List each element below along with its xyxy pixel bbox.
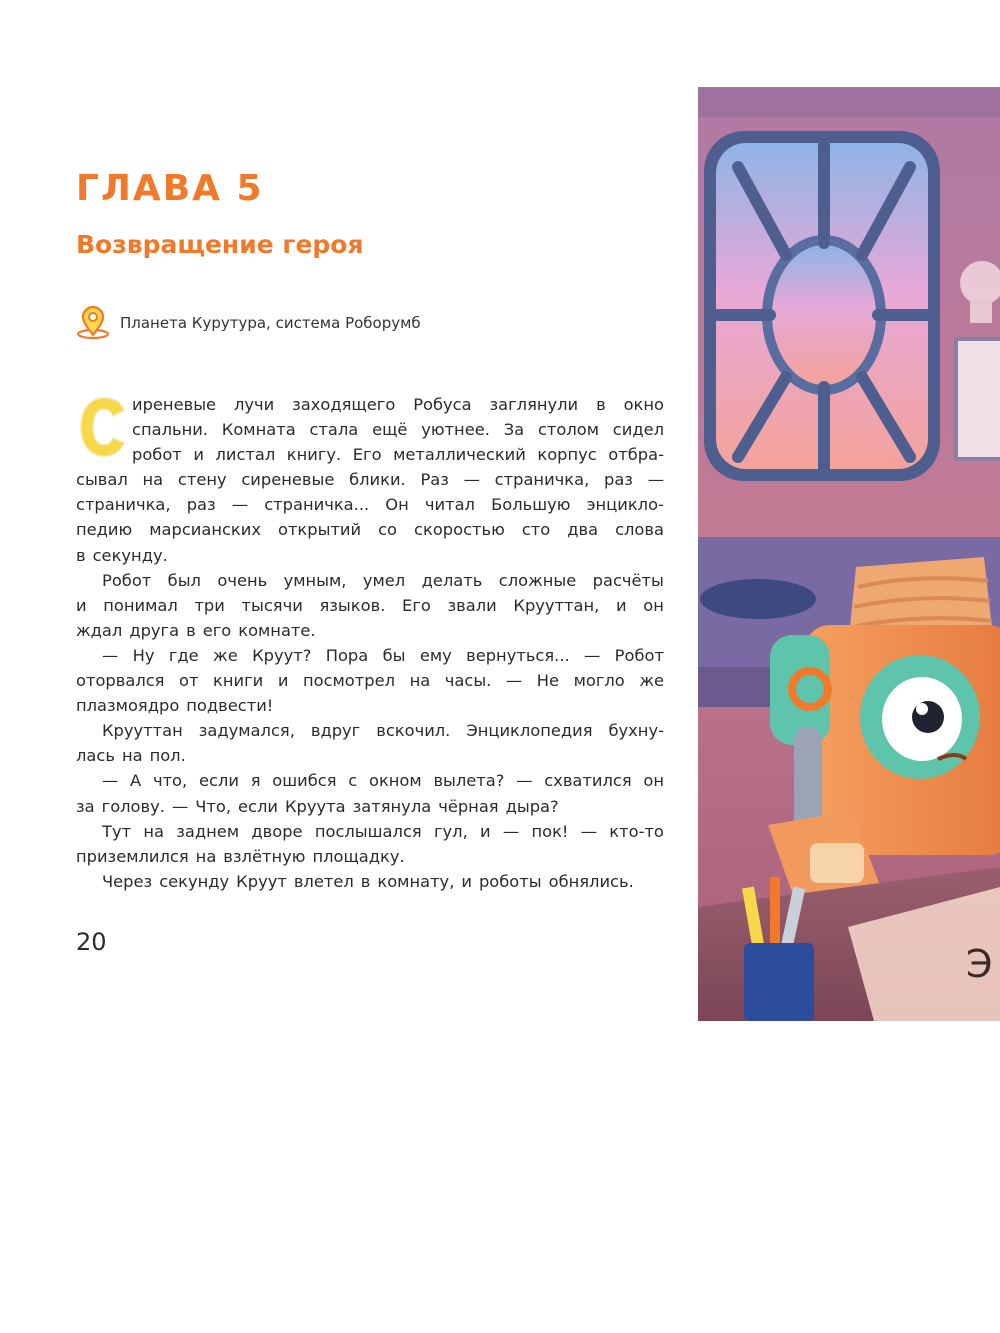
dropcap-text: С <box>103 440 104 441</box>
story-lines <box>76 392 664 894</box>
text-line: Тут на заднем дворе послышался гул, и — пок! — кто-то <box>102 821 664 841</box>
text-line: — Ну где же Круут? Пора бы ему вернуться... — Робот <box>102 645 664 665</box>
chapter-subtitle: Возвращение героя <box>76 230 364 259</box>
robot-by-window-illustration <box>698 87 1000 1021</box>
text-line: педию марсианских открытий со скоростью сто два слова <box>76 520 664 540</box>
text-line: спальни. Комната стала ещё уютнее. За столом сидел <box>132 420 664 440</box>
text-line: сывал на стену сиреневые блики. Раз — страничка, раз — <box>76 470 664 490</box>
chapter-title: ГЛАВА 5 <box>76 168 264 209</box>
svg-text:Э: Э <box>966 942 993 986</box>
text-line: приземлился на взлётную площадку. <box>76 846 405 866</box>
text-line: оторвался от книги и посмотрел на часы. — Не могло же <box>76 671 664 691</box>
page-number: 20 <box>76 928 107 956</box>
text-line: Робот был очень умным, умел делать сложные расчёты <box>102 570 664 590</box>
text-line: лась на пол. <box>76 746 186 766</box>
text-line: и понимал три тысячи языков. Его звали Крууттан, и он <box>76 595 664 615</box>
text-line: страничка, раз — страничка... Он читал Большую энцикло- <box>76 495 664 515</box>
text-line: за голову. — Что, если Круута затянула чёрная дыра? <box>76 796 559 816</box>
dropcap-letter <box>76 392 130 462</box>
location-pin-icon <box>76 306 110 340</box>
text-line: робот и листал книгу. Его металлический корпус отбра- <box>132 445 664 465</box>
text-line: Крууттан задумался, вдруг вскочил. Энциклопедия бухну- <box>102 721 664 741</box>
text-line: в секунду. <box>76 545 168 565</box>
text-line: Через секунду Круут влетел в комнату, и роботы обнялись. <box>102 871 634 891</box>
text-line: — А что, если я ошибся с окном вылета? — схватился он <box>102 771 664 791</box>
text-line: плазмоядро подвести! <box>76 696 274 716</box>
location-text: Планета Курутура, система Роборумб <box>120 314 421 332</box>
text-line: ждал друга в его комнате. <box>76 620 316 640</box>
story-text <box>76 392 664 894</box>
location-line <box>76 306 421 340</box>
text-line: иреневые лучи заходящего Робуса заглянули в окно <box>132 395 664 414</box>
